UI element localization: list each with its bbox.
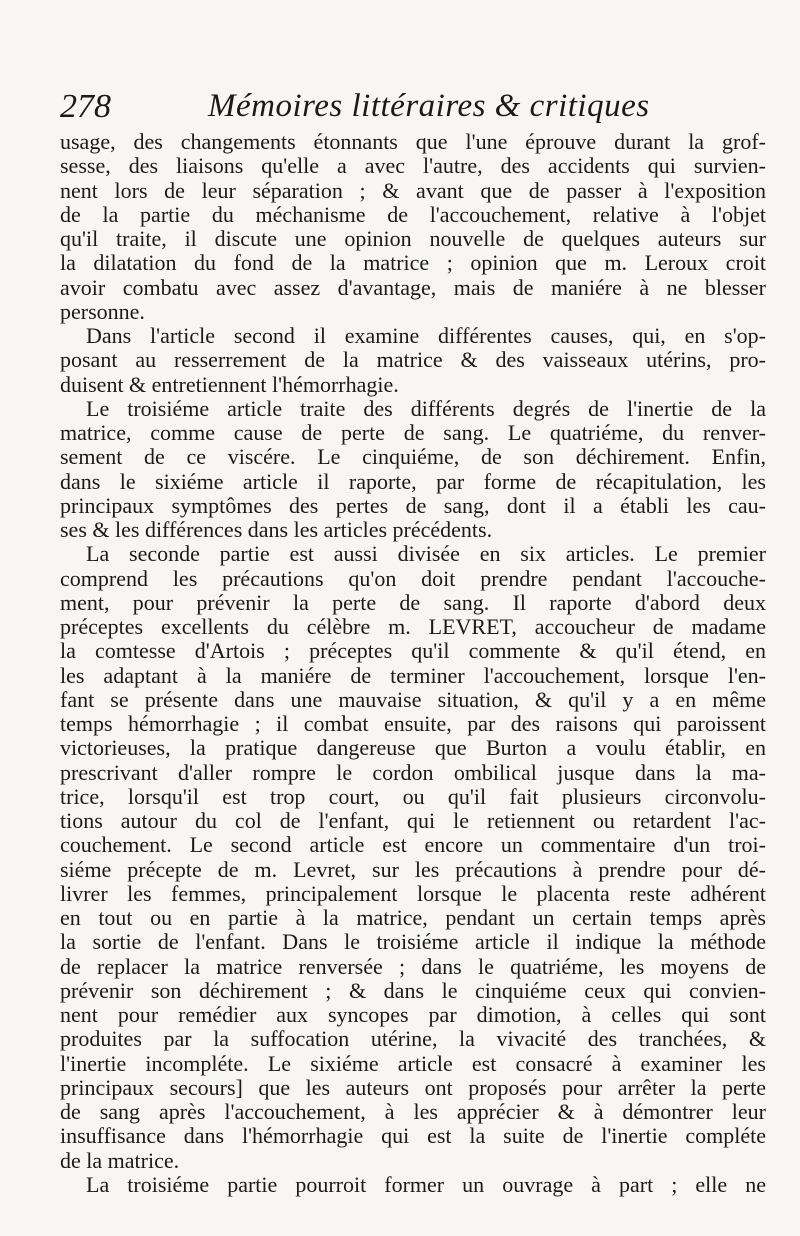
text-line: insuffisance dans l'hémorrhagie qui est la suite de l'inertie compléte xyxy=(60,1124,766,1149)
text-line: nent pour remédier aux syncopes par dimotion, à celles qui sont xyxy=(60,1003,766,1027)
text-line: fant se présente dans une mauvaise situation, & qu'il y a en même xyxy=(60,687,766,712)
text-line: avoir combatu avec assez d'avantage, mais de maniére à ne blesser xyxy=(60,275,766,300)
text-line: produites par la suffocation utérine, la vivacité des tranchées, & xyxy=(60,1027,766,1052)
text-line: nent lors de leur séparation ; & avant que de passer à l'exposition xyxy=(60,178,766,203)
text-line: la comtesse d'Artois ; préceptes qu'il commente & qu'il étend, en xyxy=(60,639,766,664)
text-line: dans le sixiéme article il raporte, par forme de récapitulation, les xyxy=(60,469,766,494)
paragraph-start-line: La seconde partie est aussi divisée en six articles. Le premier xyxy=(86,542,766,567)
text-line: prescrivant d'aller rompre le cordon ombilical jusque dans la ma- xyxy=(60,760,766,785)
text-line: qu'il traite, il discute une opinion nouvelle de quelques auteurs sur xyxy=(60,227,766,251)
text-line: les adaptant à la maniére de terminer l'accouchement, lorsque l'en- xyxy=(60,663,766,688)
text-line: en tout ou en partie à la matrice, pendant un certain temps après xyxy=(60,906,766,930)
text-line: principaux symptômes des pertes de sang, dont il a établi les cau- xyxy=(60,493,766,518)
text-line: couchement. Le second article est encore un commentaire d'un troi- xyxy=(60,833,766,858)
text-line: la dilatation du fond de la matrice ; opinion que m. Leroux croit xyxy=(60,251,766,276)
text-line: trice, lorsqu'il est trop court, ou qu'il fait plusieurs circonvolu- xyxy=(60,784,766,809)
text-line: ses & les différences dans les articles précédents. xyxy=(60,518,493,542)
body-text xyxy=(60,130,766,1197)
text-line: principaux secours] que les auteurs ont proposés pour arrêter la perte xyxy=(60,1075,766,1100)
text-line: usage, des changements étonnants que l'une éprouve durant la grof- xyxy=(60,130,766,154)
paragraph-start-line: Dans l'article second il examine différentes causes, qui, en s'op- xyxy=(86,324,766,348)
text-line: temps hémorrhagie ; il combat ensuite, par des raisons qui paroissent xyxy=(60,712,766,736)
text-line: prévenir son déchirement ; & dans le cinquiéme ceux qui convien- xyxy=(60,978,766,1003)
text-line: comprend les précautions qu'on doit prendre pendant l'accouche- xyxy=(60,566,766,591)
text-line: de sang après l'accouchement, à les apprécier & à démontrer leur xyxy=(60,1100,766,1124)
text-line: la sortie de l'enfant. Dans le troisiéme article il indique la méthode xyxy=(60,930,766,955)
text-line: victorieuses, la pratique dangereuse que Burton a voulu établir, en xyxy=(60,736,766,761)
text-line: personne. xyxy=(60,299,145,324)
paragraph-start-line: La troisiéme partie pourroit former un ouvrage à part ; elle ne xyxy=(86,1172,766,1197)
text-line: de la partie du méchanisme de l'accouchement, relative à l'objet xyxy=(60,202,766,227)
text-line: sesse, des liaisons qu'elle a avec l'autre, des accidents qui survien- xyxy=(60,154,766,179)
running-head xyxy=(60,88,760,128)
text-line: de la matrice. xyxy=(60,1148,180,1173)
text-line: préceptes excellents du célèbre m. LEVRET, accoucheur de madame xyxy=(60,615,766,639)
text-line: de replacer la matrice renversée ; dans le quatriéme, les moyens de xyxy=(60,954,766,979)
text-line: matrice, comme cause de perte de sang. Le quatriéme, du renver- xyxy=(60,421,766,445)
text-line: l'inertie incompléte. Le sixiéme article est consacré à examiner les xyxy=(60,1051,766,1076)
page-number: 278 xyxy=(60,88,111,125)
text-line: siéme précepte de m. Levret, sur les précautions à prendre pour dé- xyxy=(60,857,766,882)
text-line: posant au resserrement de la matrice & des vaisseaux utérins, pro- xyxy=(60,348,766,373)
text-line: ment, pour prévenir la perte de sang. Il raporte d'abord deux xyxy=(60,590,766,615)
paragraph-start-line: Le troisiéme article traite des différents degrés de l'inertie de la xyxy=(86,396,766,421)
text-line: duisent & entretiennent l'hémorrhagie. xyxy=(60,372,399,397)
text-line: sement de ce viscére. Le cinquiéme, de son déchirement. Enfin, xyxy=(60,445,766,470)
running-title: Mémoires littéraires & critiques xyxy=(208,88,650,124)
text-line: tions autour du col de l'enfant, qui le retiennent ou retardent l'ac- xyxy=(60,809,766,833)
text-line: livrer les femmes, principalement lorsque le placenta reste adhérent xyxy=(60,881,766,906)
